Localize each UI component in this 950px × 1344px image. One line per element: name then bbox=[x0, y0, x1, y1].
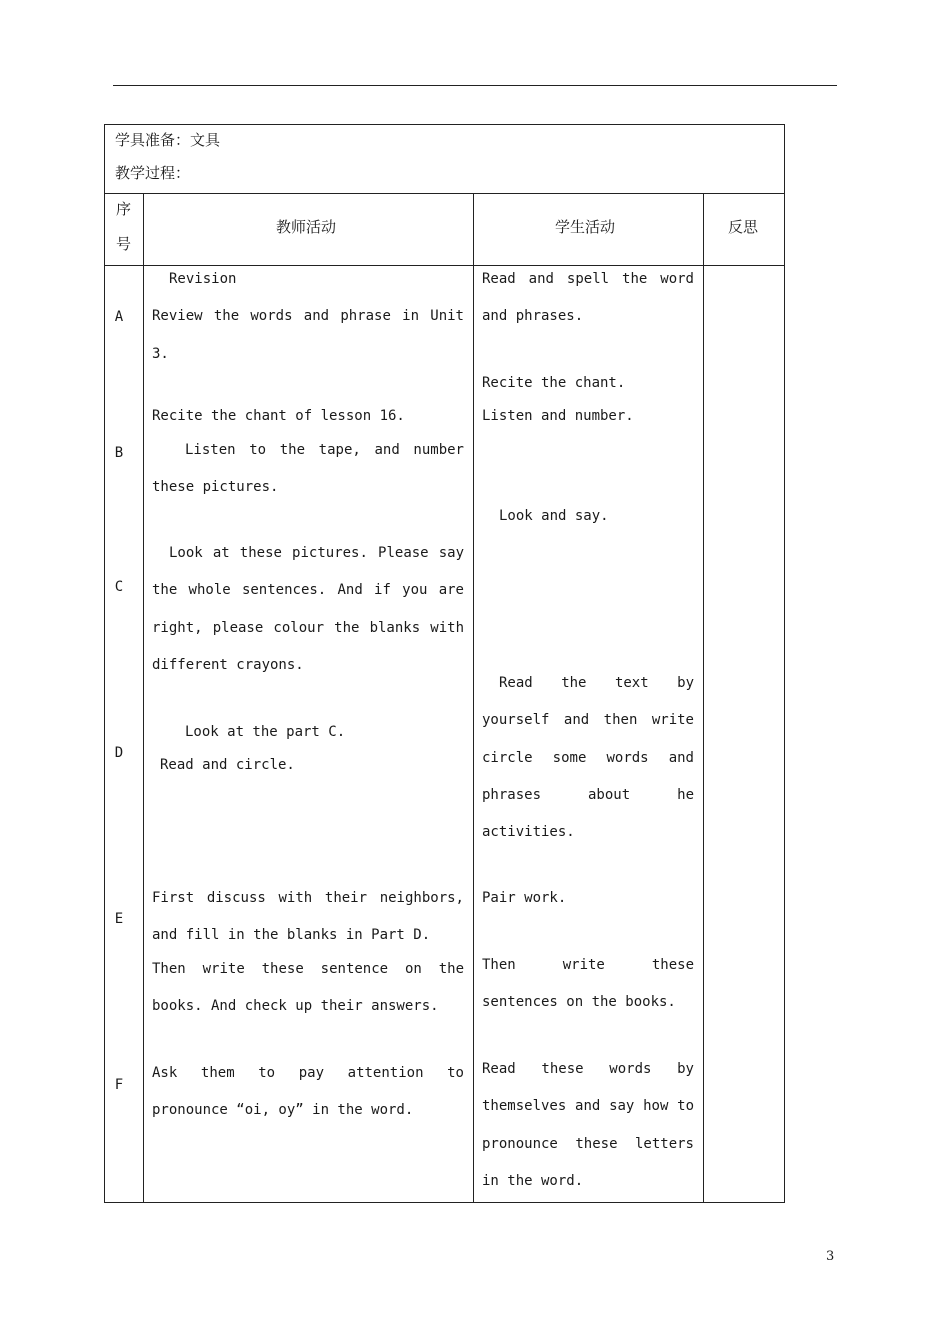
teacher-line: right, please colour the blanks with bbox=[152, 619, 464, 636]
teacher-line: different crayons. bbox=[152, 656, 304, 673]
col-divider-2 bbox=[473, 193, 474, 1203]
teacher-line: Then write these sentence on the bbox=[152, 961, 464, 977]
student-activity bbox=[482, 261, 694, 336]
teacher-line: Look at these pictures. Please say bbox=[169, 545, 464, 561]
col-divider-3 bbox=[703, 193, 704, 1203]
teacher-activity bbox=[152, 880, 464, 955]
row-label-d: D bbox=[114, 745, 124, 761]
student-line: Listen and number. bbox=[482, 408, 634, 424]
lesson-table bbox=[104, 124, 785, 1203]
student-line: Recite the chant. bbox=[482, 375, 626, 391]
teacher-line: books. And check up their answers. bbox=[152, 998, 439, 1015]
teacher-line: First discuss with their neighbors, bbox=[152, 890, 464, 906]
reflection-header: 反思 bbox=[728, 218, 759, 236]
student-line: Then write these bbox=[482, 957, 694, 973]
teacher-line: the whole sentences. And if you are bbox=[152, 582, 464, 599]
row-label-b: B bbox=[114, 445, 124, 461]
student-line: and phrases. bbox=[482, 308, 584, 325]
teacher-line: and fill in the blanks in Part D. bbox=[152, 927, 431, 944]
student-line: phrases about he bbox=[482, 786, 694, 803]
student-activity bbox=[482, 398, 694, 435]
seq-header-bottom: 号 bbox=[116, 235, 132, 253]
materials-line: 学具准备：文具 bbox=[115, 131, 221, 149]
teacher-activity bbox=[152, 432, 464, 507]
teacher-line: Read and circle. bbox=[160, 757, 295, 773]
student-line: Read and spell the word bbox=[482, 271, 694, 287]
row-label-e: E bbox=[114, 911, 124, 927]
teacher-line: these pictures. bbox=[152, 479, 279, 496]
col-divider-1 bbox=[143, 193, 144, 1203]
teacher-activity bbox=[152, 535, 464, 684]
student-line: themselves and say how to bbox=[482, 1098, 694, 1115]
student-activity bbox=[482, 365, 694, 402]
teacher-line: 3. bbox=[152, 345, 169, 362]
teacher-line: Revision bbox=[169, 271, 237, 287]
teacher-activity bbox=[152, 261, 464, 373]
student-activity bbox=[482, 498, 694, 535]
header-rule bbox=[113, 85, 837, 86]
teacher-line: Ask them to pay attention to bbox=[152, 1065, 464, 1081]
student-line: sentences on the books. bbox=[482, 994, 676, 1011]
student-line: in the word. bbox=[482, 1172, 584, 1189]
teacher-line: Look at the part C. bbox=[185, 724, 346, 740]
row-label-a: A bbox=[114, 309, 124, 325]
page-number: 3 bbox=[826, 1249, 835, 1264]
student-activity bbox=[482, 880, 694, 917]
row-label-f: F bbox=[114, 1077, 124, 1093]
teacher-header: 教师活动 bbox=[276, 218, 337, 236]
process-line: 教学过程： bbox=[115, 164, 191, 182]
teacher-activity bbox=[152, 951, 464, 1026]
teacher-activity bbox=[152, 398, 464, 435]
teacher-line: pronounce “oi, oy” in the word. bbox=[152, 1102, 414, 1119]
row-label-c: C bbox=[114, 579, 124, 595]
teacher-activity bbox=[152, 714, 464, 751]
teacher-activity bbox=[152, 747, 464, 784]
seq-header-top: 序 bbox=[116, 200, 132, 218]
student-line: Read these words by bbox=[482, 1061, 694, 1077]
student-line: activities. bbox=[482, 824, 575, 841]
student-header: 学生活动 bbox=[555, 218, 616, 236]
student-line: pronounce these letters bbox=[482, 1135, 694, 1152]
student-line: Pair work. bbox=[482, 890, 567, 906]
teacher-activity bbox=[152, 1055, 464, 1130]
student-activity bbox=[482, 665, 694, 851]
student-line: Read the text by bbox=[499, 675, 694, 691]
header-divider bbox=[105, 193, 784, 194]
teacher-line: Review the words and phrase in Unit bbox=[152, 308, 464, 325]
student-line: Look and say. bbox=[499, 508, 609, 524]
student-line: circle some words and bbox=[482, 749, 694, 766]
student-activity bbox=[482, 947, 694, 1022]
student-activity bbox=[482, 1051, 694, 1200]
teacher-line: Listen to the tape, and number bbox=[185, 442, 464, 458]
teacher-line: Recite the chant of lesson 16. bbox=[152, 408, 405, 424]
student-line: yourself and then write bbox=[482, 712, 694, 729]
